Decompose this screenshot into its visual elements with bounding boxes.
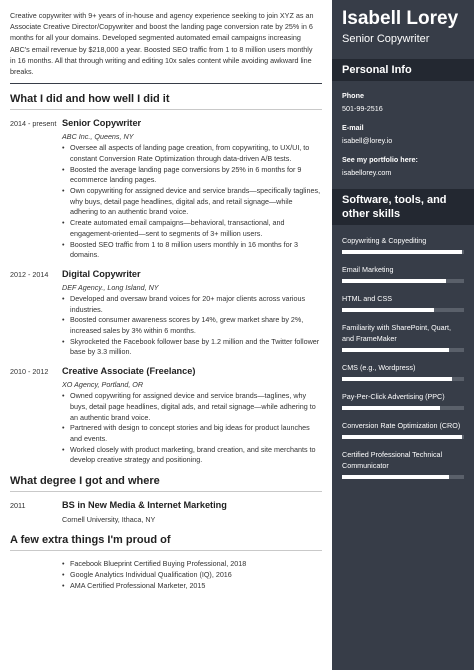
phone-value: 501-99-2516 [342, 104, 383, 113]
education-year: 2011 [10, 501, 26, 511]
job-bullet: • Boosted SEO traffic from 1 to 8 million users monthly in 16 months for 3 domains. [62, 240, 322, 261]
personal-info-heading: Personal Info [332, 59, 474, 81]
divider [10, 83, 322, 84]
skill-bar-fill [342, 377, 452, 381]
skill-bar-fill [342, 308, 434, 312]
skill-bar [342, 435, 464, 439]
email-link[interactable]: isabell@lorey.io [342, 136, 393, 145]
skill-item [342, 362, 464, 381]
skill-bar [342, 406, 464, 410]
skill-name: Pay-Per-Click Advertising (PPC) [342, 392, 445, 401]
portfolio-link[interactable]: isabellorey.com [342, 168, 392, 177]
divider [10, 109, 322, 110]
skills-heading: Software, tools, and other skills [332, 189, 474, 225]
skill-bar [342, 250, 464, 254]
education-entry [10, 500, 322, 525]
skill-item [342, 322, 464, 352]
job-bullet: • Owned copywriting for assigned device and service brands—taglines, why buys, detail page headlines, digital ads, and retail signage—while adhering to an authentic brand voice. [62, 391, 322, 423]
job-bullet: • Developed and oversaw brand voices for 20+ major clients across various industries. [62, 294, 322, 315]
job-company: XO Agency, Portland, OR [62, 380, 144, 390]
job-bullet: • Worked closely with product marketing, brand creation, and site merchants to develop creative strategy and positioning. [62, 445, 322, 466]
job-dates: 2014 - present [10, 119, 57, 129]
skill-name: Email Marketing [342, 265, 394, 274]
extras-list [10, 559, 322, 591]
job-bullet: • Boosted consumer awareness scores by 14%, grew market share by 2%, increased sales by 3% within 6 months. [62, 315, 322, 336]
skills-list [342, 235, 464, 479]
education-heading: What degree I got and where [10, 475, 160, 488]
skill-name: Certified Professional Technical Communicator [342, 450, 443, 470]
job-dates: 2012 - 2014 [10, 269, 49, 279]
skill-item [342, 235, 464, 254]
skill-item [342, 449, 464, 479]
job-bullet: • Boosted the average landing page conversions by 25% in 6 months for 9 ecommerce landing pages. [62, 165, 322, 186]
skill-bar-fill [342, 435, 462, 439]
job-title: Digital Copywriter [62, 268, 141, 279]
experience-heading: What I did and how well I did it [10, 93, 170, 106]
skill-name: CMS (e.g., Wordpress) [342, 363, 416, 372]
skill-name: HTML and CSS [342, 294, 393, 303]
skill-bar [342, 475, 464, 479]
skill-item [342, 391, 464, 410]
skill-bar-fill [342, 279, 446, 283]
skill-bar-fill [342, 406, 440, 410]
skill-bar [342, 348, 464, 352]
job-dates: 2010 - 2012 [10, 367, 49, 377]
extras-item: • Google Analytics Individual Qualification (IQ), 2016 [62, 570, 322, 581]
skill-item [342, 293, 464, 312]
extras-item: • Facebook Blueprint Certified Buying Professional, 2018 [62, 559, 322, 570]
skill-bar [342, 279, 464, 283]
email-label: E-mail [342, 123, 364, 132]
candidate-name: Isabell Lorey [342, 8, 459, 29]
job-title: Senior Copywriter [62, 118, 142, 129]
education-degree: BS in New Media & Internet Marketing [62, 500, 227, 511]
skill-bar-fill [342, 348, 449, 352]
skill-name: Copywriting & Copyediting [342, 236, 427, 245]
job-entry [10, 269, 322, 358]
skill-bar [342, 308, 464, 312]
skill-name: Conversion Rate Optimization (CRO) [342, 421, 461, 430]
job-bullet: • Own copywriting for assigned device and service brands—specifically taglines, why buys, detail page headlines, digital ads, and retail signage—while adhering to an authentic brand voice. [62, 186, 322, 218]
skill-bar-fill [342, 475, 449, 479]
education-school: Cornell University, Ithaca, NY [62, 515, 156, 525]
extras-heading: A few extra things I'm proud of [10, 534, 171, 547]
job-bullet: • Create automated email campaigns—behavioral, transactional, and engagement-oriented—sent to segments of 3+ million users. [62, 218, 322, 239]
job-entry [10, 366, 322, 466]
job-bullet: • Oversee all aspects of landing page creation, from copywriting, to UX/UI, to constant Conversion Rate Optimization through data-driven A/B tests. [62, 143, 322, 164]
skill-item [342, 420, 464, 439]
extras-item: • AMA Certified Professional Marketer, 2015 [62, 581, 322, 592]
job-company: DEF Agency., Long Island, NY [62, 282, 159, 292]
summary: Creative copywriter with 9+ years of in-house and agency experience seeking to join XYZ as an Associate Creative Director/Copywriter and boost the landing page conversion rate by 25% in 6 months for all your domains. Developed segmented automated email campaigns increasing ABC's email revenue by $218,000 a year. Boosted SEO traffic from 1 to 8 million users monthly in 16 months. All that through writing and editing 10x sales content while avoiding awkward line breaks. [10, 11, 314, 77]
skill-bar [342, 377, 464, 381]
job-bullets [62, 294, 322, 358]
portfolio-label: See my portfolio here: [342, 155, 418, 164]
job-bullet: • Skyrocketed the Facebook follower base by 1.2 million and the Twitter follower base by 3.3 million. [62, 337, 322, 358]
job-bullets [62, 391, 322, 466]
skill-name: Familiarity with SharePoint, Quart, and FrameMaker [342, 323, 452, 343]
job-bullets [62, 143, 322, 261]
skill-item [342, 264, 464, 283]
divider [10, 550, 322, 551]
job-entry [10, 118, 322, 261]
job-company: ABC Inc., Queens, NY [62, 132, 134, 142]
sidebar [332, 0, 474, 670]
divider [10, 491, 322, 492]
job-title: Creative Associate (Freelance) [62, 366, 196, 377]
candidate-title: Senior Copywriter [342, 33, 430, 45]
phone-label: Phone [342, 91, 364, 100]
skill-bar-fill [342, 250, 462, 254]
job-bullet: • Partnered with design to concept stories and big ideas for product launches and events. [62, 423, 322, 444]
